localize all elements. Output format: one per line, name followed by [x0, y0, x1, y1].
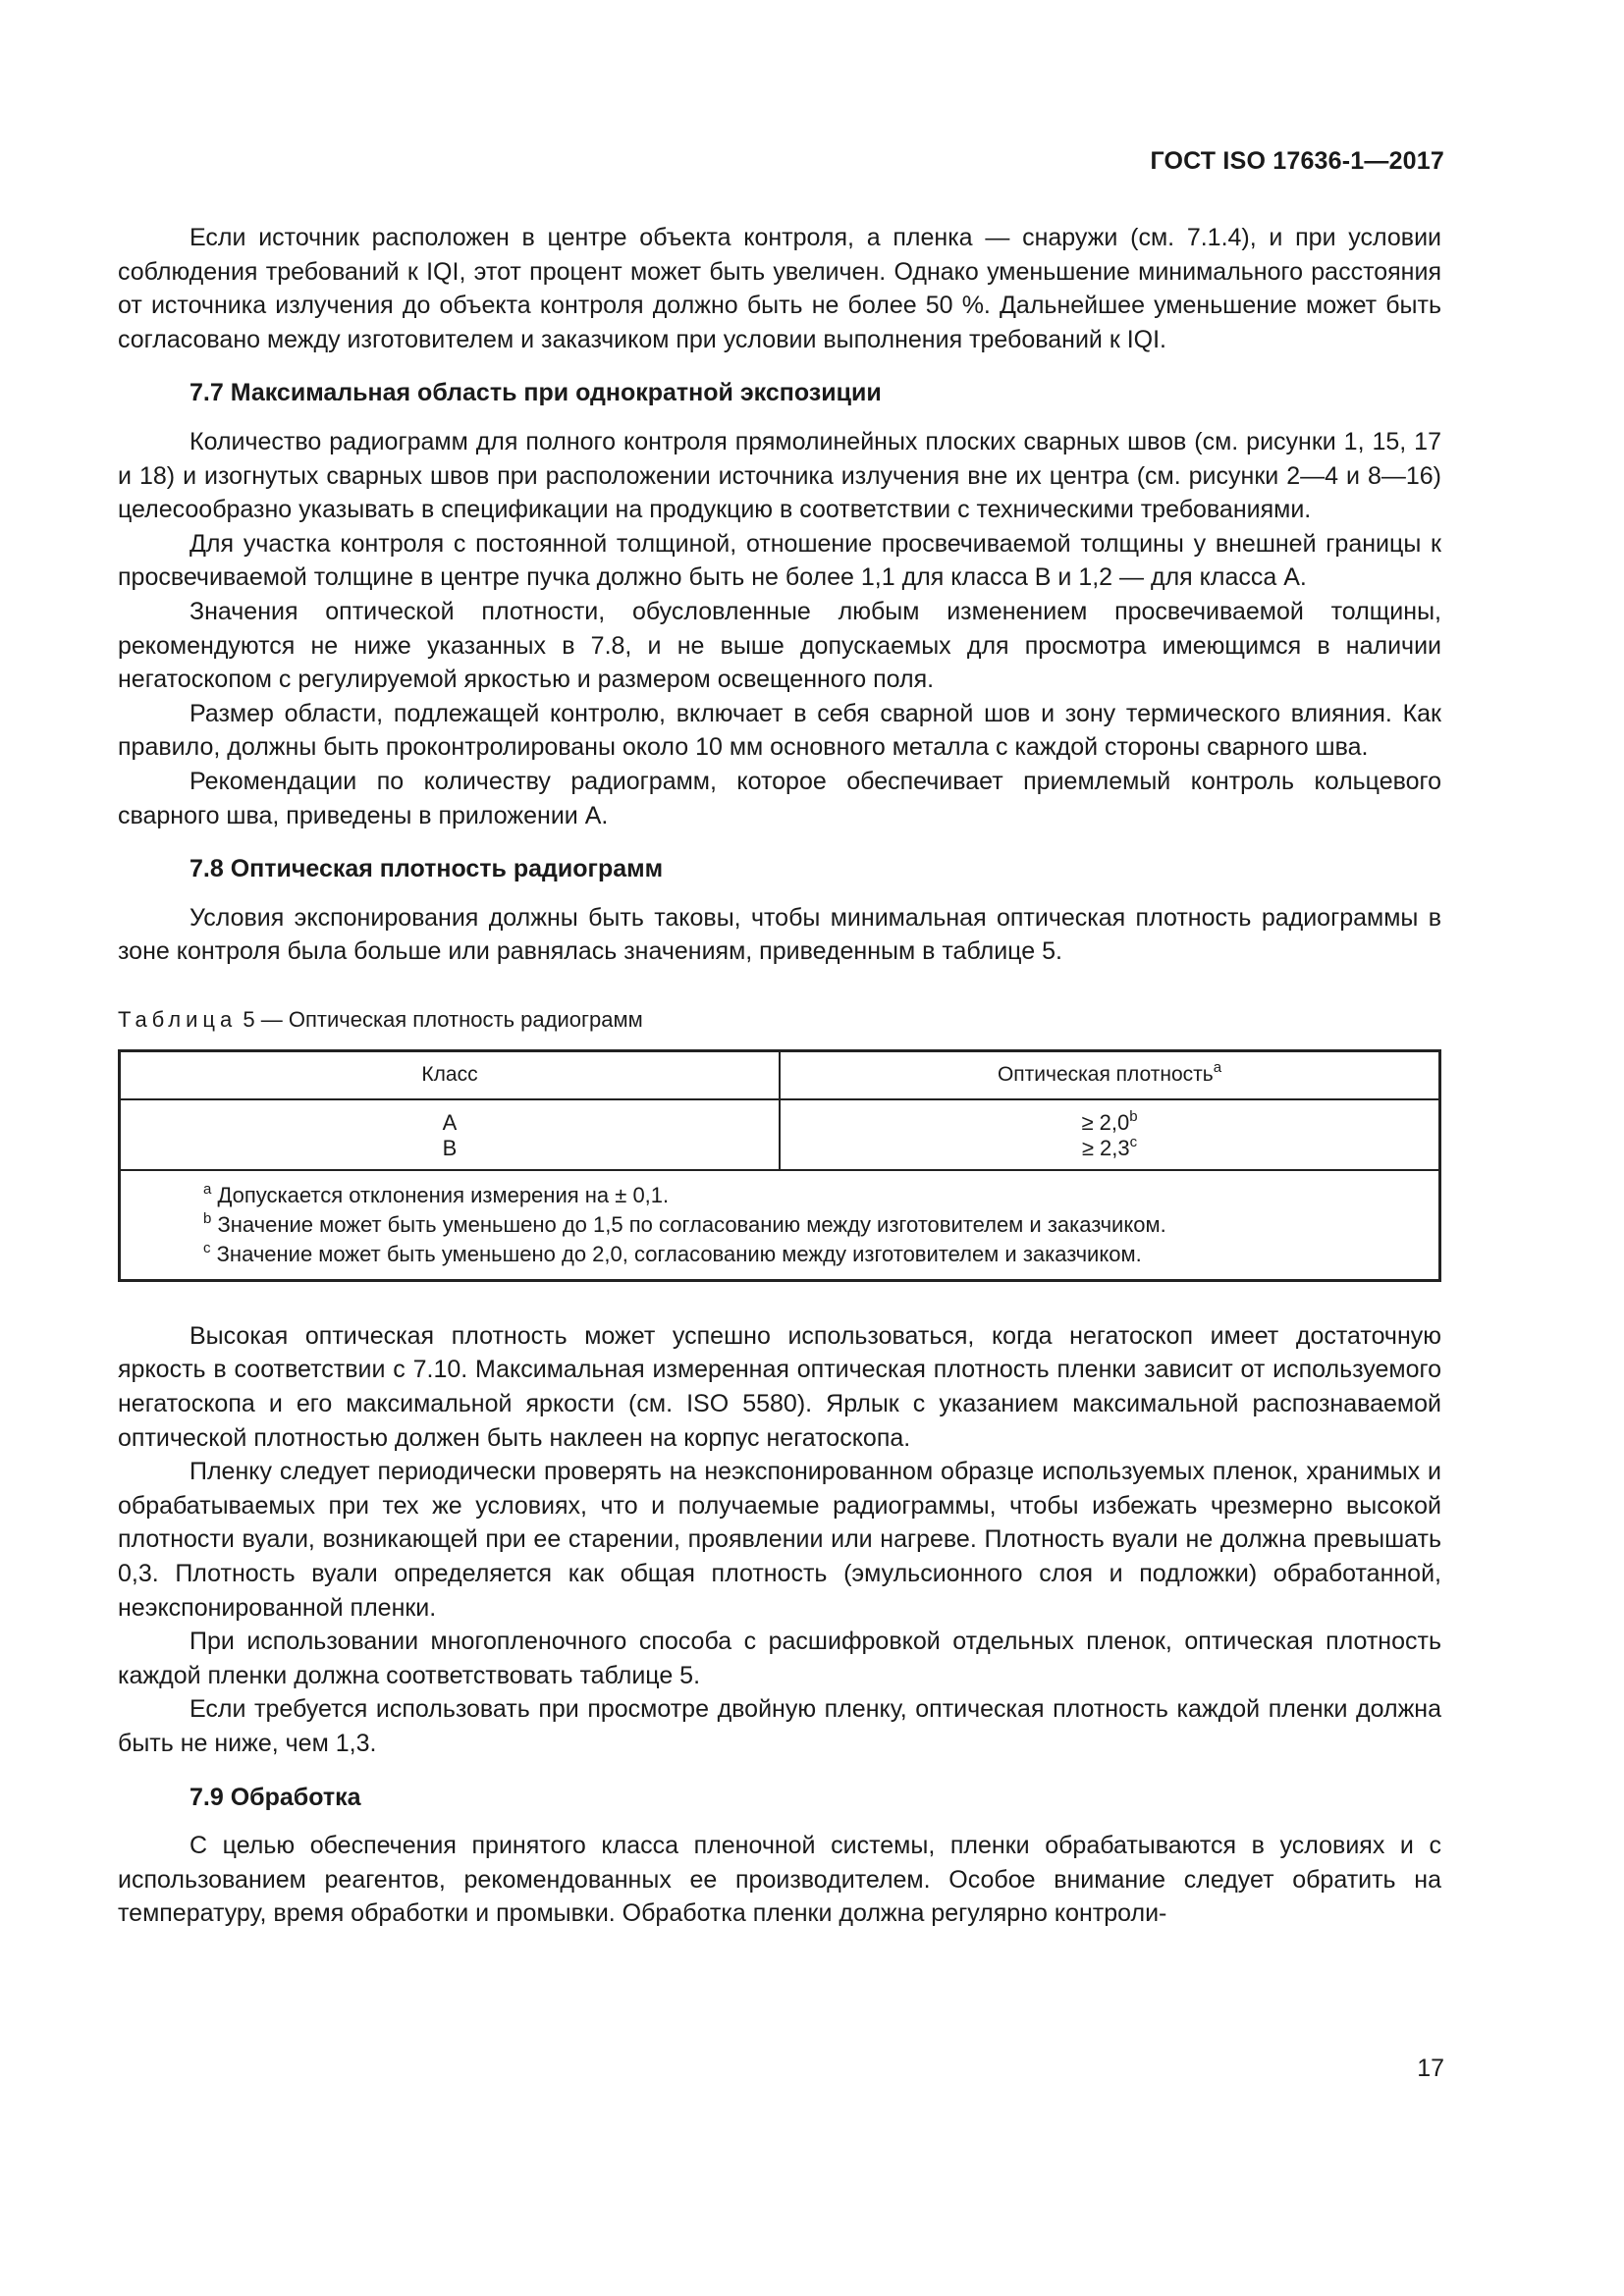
optical-density-table	[118, 1049, 1441, 1282]
header-optical-density: Оптическая плотность$^a$	[780, 1050, 1440, 1099]
table-note: $^c$ Значение может быть уменьшено до 2,0, согласованию между изготовителем и заказчиком.	[203, 1239, 1142, 1266]
class-value: A	[442, 1109, 458, 1135]
section-7-9-paragraph: С целью обеспечения принятого класса пленочной системы, пленки обрабатываются в условиях и с использованием реагентов, рекомендованных ее производителем. Особое внимание следует обратить на температуру, время обработки и промывки. Обработка пленки должна регулярно контроли-	[118, 1832, 1441, 1928]
section-7-7-paragraph: Рекомендации по количеству радиограмм, которое обеспечивает приемлемый контроль кольцевого сварного шва, приведены в приложении А.	[118, 767, 1441, 829]
section-7-8-title: 7.8 Оптическая плотность радиограмм	[189, 855, 664, 883]
table-notes	[120, 1170, 1440, 1281]
table-caption-word: Таблица	[118, 1006, 238, 1032]
footnote-mark: b	[1129, 1107, 1138, 1125]
page-number: 17	[1417, 2055, 1444, 2082]
section-7-8-paragraph: Условия экспонирования должны быть таковы, чтобы минимальная оптическая плотность радиограммы в зоне контроля была больше или равнялась значениям, приведенным в таблице 5.	[118, 903, 1441, 966]
body-paragraph: Пленку следует периодически проверять на неэкспонированном образце используемых пленок, хранимых и обрабатываемых при тех же условиях, что и получаемые радиограммы, чтобы избежать чрезмерно высокой плотности вуали, возникающей при ее старении, проявлении или нагреве. Плотность вуали не должна превышать 0,3. Плотность вуали определяется как общая плотность (эмульсионного слоя и подложки) обработанной, неэкспонированной пленки.	[118, 1458, 1441, 1622]
table-caption-text: 5 — Оптическая плотность радиограмм	[243, 1006, 643, 1032]
table-caption	[118, 1006, 1441, 1034]
body-paragraph: Высокая оптическая плотность может успешно использоваться, когда негатоскоп имеет достаточную яркость в соответствии с 7.10. Максимальная измеренная оптическая плотность пленки зависит от используемого негатоскопа и его максимальной яркости (см. ISO 5580). Ярлык с указанием максимальной распознаваемой оптической плотностью должен быть наклеен на корпус негатоскопа.	[118, 1321, 1441, 1452]
intro-paragraph: Если источник расположен в центре объекта контроля, а пленка — снаружи (см. 7.1.4), и при условии соблюдения требований к IQI, этот процент может быть увеличен. Однако уменьшение минимального расстояния от источника излучения до объекта контроля должно быть не более 50 %. Дальнейшее уменьшение может быть согласовано между изготовителем и заказчиком при условии выполнения требований к IQI.	[118, 224, 1441, 353]
section-7-7-paragraph: Количество радиограмм для полного контроля прямолинейных плоских сварных швов (см. рисунки 1, 15, 17 и 18) и изогнутых сварных швов при расположении источника излучения вне их центра (см. рисунки 2—4 и 8—16) целесообразно указывать в спецификации на продукцию в соответствии с техническими требованиями.	[118, 427, 1441, 524]
document-header: ГОСТ ISO 17636-1—2017	[1150, 147, 1444, 175]
table-note: $^b$ Значение может быть уменьшено до 1,5 по согласованию между изготовителем и заказчиком.	[203, 1209, 1166, 1237]
table-row	[120, 1099, 1440, 1170]
density-value: ≥ 2,0$^b$	[1081, 1107, 1138, 1135]
section-7-7-paragraph: Размер области, подлежащей контролю, включает в себя сварной шов и зону термического влияния. Как правило, должны быть проконтролированы около 10 мм основного металла с каждой стороны сварного шва.	[118, 699, 1441, 762]
footnote-mark: c	[1129, 1133, 1138, 1150]
density-value: ≥ 2,3$^c$	[1081, 1133, 1138, 1160]
table-note: $^a$ Допускается отклонения измерения на ± 0,1.	[203, 1180, 670, 1207]
section-7-7-paragraph: Для участка контроля с постоянной толщиной, отношение просвечиваемой толщины у внешней границы к просвечиваемой толщине в центре пучка должно быть не более 1,1 для класса В и 1,2 — для класса А.	[118, 529, 1441, 592]
section-7-7-paragraph: Значения оптической плотности, обусловленные любым изменением просвечиваемой толщины, рекомендуются не ниже указанных в 7.8, и не выше допускаемых для просмотра имеющимся в наличии негатоскопом с регулируемой яркостью и размером освещенного поля.	[118, 597, 1441, 694]
table-header-row	[120, 1050, 1440, 1099]
class-value: B	[442, 1135, 458, 1160]
table-notes-row	[120, 1170, 1440, 1281]
page-content	[118, 221, 1441, 1931]
section-7-7-title: 7.7 Максимальная область при однократной экспозиции	[189, 379, 882, 407]
class-cell	[120, 1099, 781, 1170]
section-7-9-title: 7.9 Обработка	[189, 1783, 361, 1811]
header-class: Класс	[120, 1050, 781, 1099]
body-paragraph: При использовании многопленочного способа с расшифровкой отдельных пленок, оптическая плотность каждой пленки должна соответствовать таблице 5.	[118, 1628, 1441, 1689]
density-cell	[780, 1099, 1440, 1170]
footnote-mark: a	[1213, 1059, 1222, 1077]
body-paragraph: Если требуется использовать при просмотре двойную пленку, оптическая плотность каждой пленки должна быть не ниже, чем 1,3.	[118, 1695, 1441, 1757]
